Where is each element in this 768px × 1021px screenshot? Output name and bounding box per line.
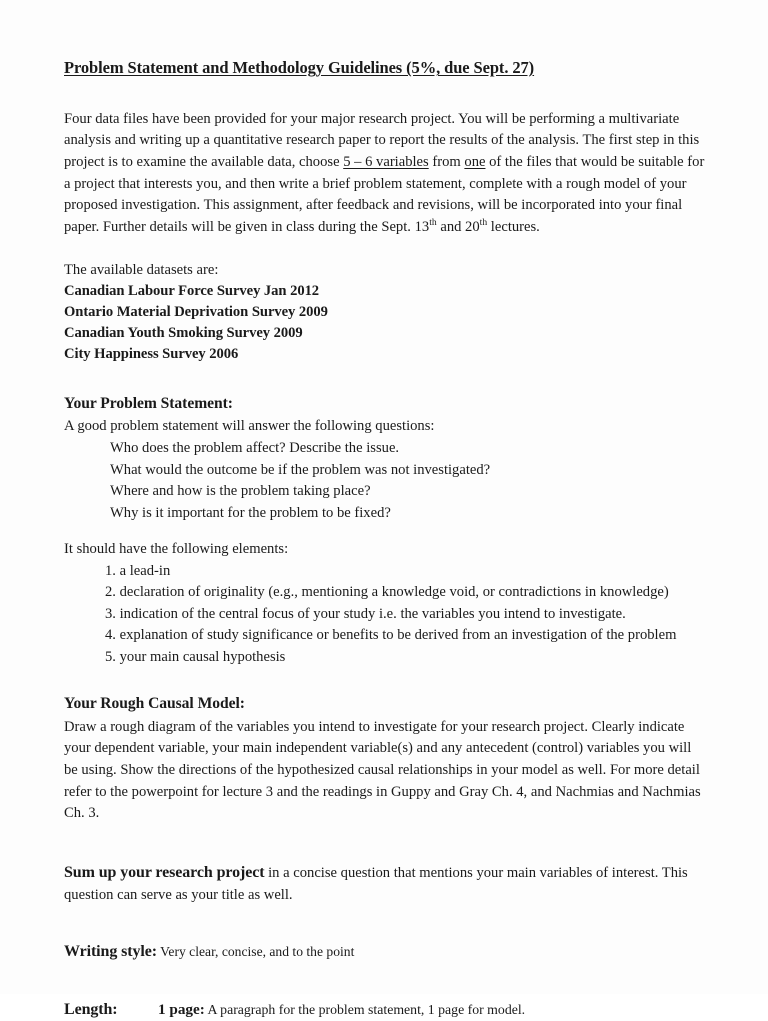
page-title-text: Problem Statement and Methodology Guidelines (5%, due Sept. 27) — [64, 58, 535, 77]
list-item: 2. declaration of originality (e.g., mentioning a knowledge void, or contradictions in knowledge) — [105, 584, 669, 601]
dataset-item: Ontario Material Deprivation Survey 2009 — [64, 304, 328, 321]
spacer — [64, 365, 706, 394]
dataset-item: City Happiness Survey 2006 — [64, 346, 239, 363]
intro-underline-one: one — [464, 153, 486, 170]
spacer — [64, 668, 706, 694]
datasets-lead: The available datasets are: — [64, 261, 219, 278]
elements-lead: It should have the following elements: — [64, 541, 289, 558]
spacer — [64, 239, 706, 260]
intro-superscript-20th: th — [479, 217, 488, 229]
intro-superscript-13th: th — [429, 217, 437, 229]
spacer — [64, 906, 706, 940]
length-value-bold: 1 page: — [158, 1001, 205, 1019]
length-value — [158, 999, 706, 1021]
intro-paragraph — [64, 109, 706, 239]
section-heading-problem-statement: Your Problem Statement: — [64, 395, 233, 413]
sum-up-bold-lead: Sum up your research project — [64, 863, 265, 881]
intro-part-4: and 20 — [436, 218, 480, 235]
spacer — [64, 964, 706, 998]
list-item: 1. a lead-in — [105, 562, 171, 579]
intro-underline-variables: 5 – 6 variables — [343, 153, 429, 170]
list-item: Where and how is the problem taking place? — [110, 483, 371, 500]
section-heading-causal-model: Your Rough Causal Model: — [64, 695, 245, 713]
problem-statement-questions — [64, 438, 706, 524]
writing-style-row — [64, 940, 706, 964]
list-item: 4. explanation of study significance or benefits to be derived from an investigation of the problem — [105, 627, 677, 644]
length-label: Length: — [64, 1001, 118, 1019]
dataset-item: Canadian Labour Force Survey Jan 2012 — [64, 283, 320, 300]
intro-part-3: of the files that would be suitable for a project that interests you, and then write a brief problem statement, complete with a rough model of your proposed investigation. This assignment, after feedback and revisions, will be incorporated into your final paper. Further details will be given in class during the Sept. 13 — [64, 153, 705, 235]
page-title — [64, 58, 706, 79]
dataset-item: Canadian Youth Smoking Survey 2009 — [64, 325, 303, 342]
length-row — [64, 998, 706, 1021]
list-item: What would the outcome be if the problem was not investigated? — [110, 461, 491, 478]
spacer — [64, 524, 706, 539]
intro-part-1: Four data files have been provided for your major research project. You will be performing a multivariate analysis and writing up a quantitative research paper to report the results of the analysis. The first step in this project is to examine the available data, choose — [64, 110, 700, 170]
list-item: Who does the problem affect? Describe the issue. — [110, 440, 400, 457]
sum-up-paragraph — [64, 861, 706, 906]
list-item: 5. your main causal hypothesis — [105, 648, 286, 665]
list-item: 3. indication of the central focus of your study i.e. the variables you intend to investigate. — [105, 605, 626, 622]
writing-style-value: Very clear, concise, and to the point — [156, 944, 355, 960]
list-item: Why is it important for the problem to be fixed? — [110, 504, 391, 521]
intro-part-2: from — [428, 153, 465, 170]
length-value-rest: A paragraph for the problem statement, 1 page for model. — [204, 1002, 526, 1018]
spacer — [64, 825, 706, 861]
causal-model-body: Draw a rough diagram of the variables you intend to investigate for your research project. Clearly indicate your dependent variable, your main independent variable(s) and any antecedent (control) variables you will be using. Show the directions of the hypothesized causal relationships in your model as well. For more detail refer to the powerpoint for lecture 3 and the readings in Guppy and Gray Ch. 4, and Nachmias and Nachmias Ch. 3. — [64, 718, 701, 822]
problem-statement-elements — [64, 561, 706, 669]
problem-statement-lead: A good problem statement will answer the following questions: — [64, 418, 435, 435]
intro-part-5: lectures. — [487, 218, 540, 235]
sum-up-body: in a concise question that mentions your main variables of interest. This question can serve as your title as well. — [64, 864, 688, 903]
document-content — [64, 58, 706, 1021]
writing-style-label: Writing style: — [64, 943, 157, 961]
